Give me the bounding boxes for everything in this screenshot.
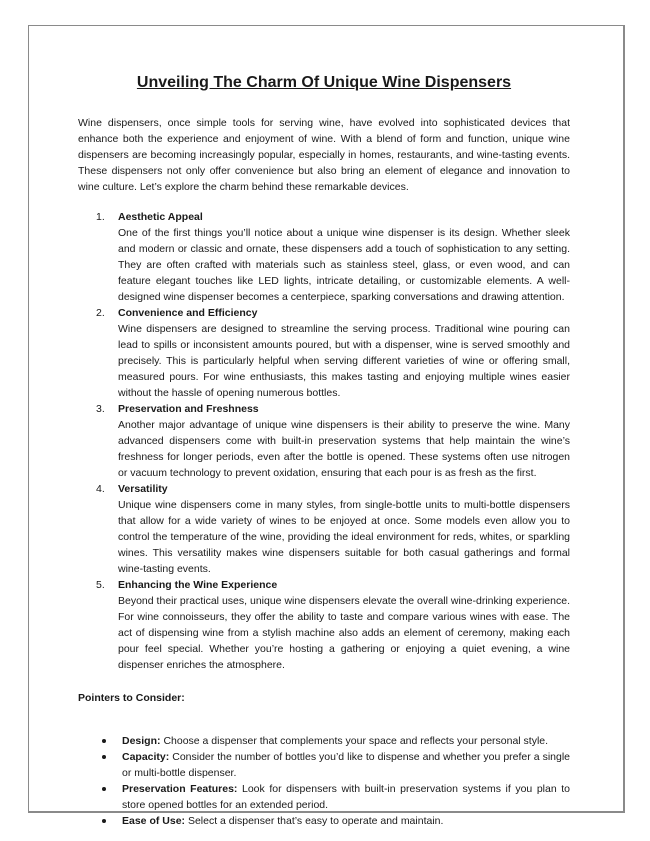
bullet-content	[122, 781, 570, 813]
list-number: 2.	[96, 307, 105, 319]
list-item-content	[118, 577, 570, 673]
list-item-preservation-freshness	[96, 401, 570, 481]
section-body: Another major advantage of unique wine dispensers is their ability to preserve the wine. Many advanced dispensers come with built-in preservation systems that help maintain the wine’s freshness for longer periods, even after the bottle is opened. These systems often use nitrogen or vacuum technology to prevent oxidation, ensuring that each pour is as fresh as the first.	[118, 419, 570, 479]
list-item-versatility	[96, 481, 570, 577]
list-item-convenience-efficiency	[96, 305, 570, 401]
document-page	[28, 25, 625, 827]
list-number: 1.	[96, 211, 105, 223]
bullet-content	[122, 813, 570, 829]
pointers-list	[100, 733, 570, 829]
page-title: Unveiling The Charm Of Unique Wine Dispensers	[136, 74, 512, 91]
bullet-text: Select a dispenser that’s easy to operate and maintain.	[187, 815, 444, 827]
list-item-content	[118, 305, 570, 401]
bullet-content	[122, 733, 570, 749]
bullet-item-capacity	[100, 749, 570, 781]
list-number: 5.	[96, 579, 105, 591]
bullet-item-preservation-features	[100, 781, 570, 813]
bullet-item-design	[100, 733, 570, 749]
list-number: 3.	[96, 403, 105, 415]
section-body: One of the first things you’ll notice about a unique wine dispenser is its design. Whether sleek and modern or classic and ornate, these dispensers add a touch of sophistication to any setting. They are often crafted with materials such as stainless steel, glass, or even wood, and can feature elegant touches like LED lights, intricate detailing, or customizable elements. A well-designed wine dispenser becomes a centerpiece, sparking conversations and drawing attention.	[118, 227, 570, 303]
section-heading: Preservation and Freshness	[118, 403, 259, 415]
section-heading: Convenience and Efficiency	[118, 307, 258, 319]
bullet-label: Capacity:	[122, 751, 170, 763]
section-body: Beyond their practical uses, unique wine dispensers elevate the overall wine-drinking experience. For wine connoisseurs, they offer the ability to taste and compare various wines with ease. The act of dispensing wine from a stylish machine also adds an element of ceremony, making each pour feel special. Whether you’re hosting a gathering or enjoying a quiet evening, a wine dispenser enriches the atmosphere.	[118, 595, 570, 671]
list-item-content	[118, 209, 570, 305]
pointers-heading: Pointers to Consider:	[78, 692, 185, 704]
section-heading: Aesthetic Appeal	[118, 211, 203, 223]
list-item-content	[118, 401, 570, 481]
section-body: Wine dispensers are designed to streamline the serving process. Traditional wine pouring can lead to spills or inconsistent amounts poured, but with a dispenser, wine is served smoothly and precisely. This is particularly helpful when serving different varieties of wine or offering small, measured pours. For wine enthusiasts, this makes tasting and enjoying multiple wines easier without the hassle of opening numerous bottles.	[118, 323, 570, 399]
list-number: 4.	[96, 483, 105, 495]
bullet-icon	[100, 749, 122, 765]
bullet-label: Preservation Features:	[122, 783, 238, 795]
bullet-text: Look for dispensers with built-in preservation systems if you plan to store opened bottles for an extended period.	[122, 783, 570, 811]
bullet-item-ease-of-use	[100, 813, 570, 829]
bullet-label: Design:	[122, 735, 161, 747]
bullet-label: Ease of Use:	[122, 815, 186, 827]
section-heading: Enhancing the Wine Experience	[118, 579, 278, 591]
bullet-icon	[100, 733, 122, 749]
bullet-content	[122, 749, 570, 781]
intro-paragraph: Wine dispensers, once simple tools for serving wine, have evolved into sophisticated devices that enhance both the experience and enjoyment of wine. With a blend of form and function, unique wine dispensers are becoming increasingly popular, especially in homes, restaurants, and wine-tasting events. These dispensers not only offer convenience but also bring an element of elegance and innovation to wine culture. Let’s explore the charm behind these remarkable devices.	[78, 117, 570, 193]
list-item-content	[118, 481, 570, 577]
section-heading: Versatility	[118, 483, 168, 495]
bullet-text: Choose a dispenser that complements your space and reflects your personal style.	[163, 735, 549, 747]
bullet-icon	[100, 813, 122, 829]
numbered-list	[96, 209, 570, 673]
bullet-icon	[100, 781, 122, 797]
list-item-aesthetic-appeal	[96, 209, 570, 305]
list-item-enhancing-experience	[96, 577, 570, 673]
section-body: Unique wine dispensers come in many styles, from single-bottle units to multi-bottle dispensers that allow for a wide variety of wines to be enjoyed at once. Some models even allow you to control the temperature of the wine, providing the ideal environment for reds, whites, or sparkling wines. This versatility makes wine dispensers suitable for both casual gatherings and formal wine-tasting events.	[118, 499, 570, 575]
bullet-text: Consider the number of bottles you’d like to dispense and whether you prefer a single or multi-bottle dispenser.	[122, 751, 570, 779]
